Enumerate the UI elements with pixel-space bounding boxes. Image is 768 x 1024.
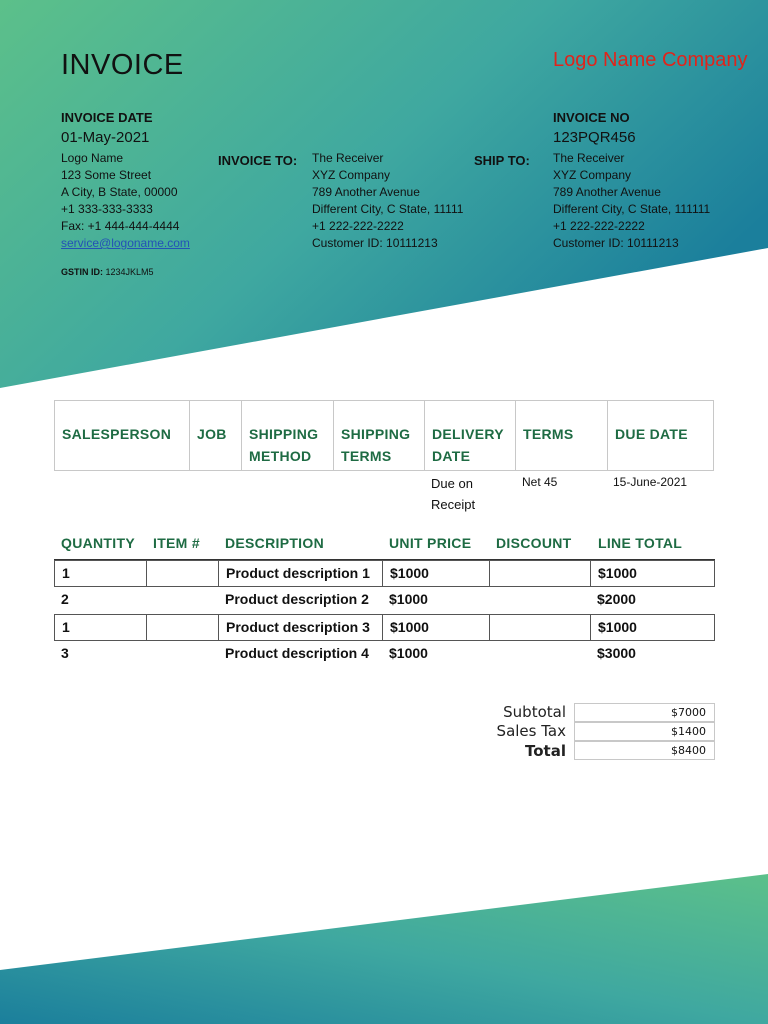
table-row — [54, 641, 715, 668]
cell-description: Product description 4 — [225, 645, 369, 661]
cell-quantity: 2 — [61, 591, 69, 607]
ship-to-company: XYZ Company — [553, 168, 632, 182]
header-shipping-method-line1: SHIPPING — [249, 426, 319, 442]
invoice-to-city: Different City, C State, 11111 — [312, 202, 464, 216]
invoice-no-label: INVOICE NO — [553, 110, 630, 125]
cell-quantity: 1 — [55, 615, 147, 640]
ship-to-address — [553, 150, 710, 252]
ship-to-name: The Receiver — [553, 151, 625, 165]
invoice-to-name: The Receiver — [312, 151, 384, 165]
sales-tax-label: Sales Tax — [496, 722, 566, 740]
ship-to-city: Different City, C State, 111111 — [553, 202, 711, 216]
header-shipping-terms — [334, 401, 425, 470]
invoice-to-company: XYZ Company — [312, 168, 391, 182]
header-shipping-method-line2: METHOD — [249, 448, 312, 464]
sales-tax-value: $1400 — [574, 722, 715, 741]
header-salesperson — [55, 401, 190, 470]
sender-city: A City, B State, 00000 — [61, 185, 178, 199]
gstin-value: 1234JKLM5 — [105, 267, 154, 277]
table-row — [54, 614, 715, 641]
cell-item-number — [147, 615, 219, 640]
sender-street: 123 Some Street — [61, 168, 152, 182]
due-date-value: 15-June-2021 — [613, 475, 688, 489]
invoice-no-value: 123PQR456 — [553, 129, 636, 146]
bottom-banner-shape — [0, 874, 768, 1024]
cell-description: Product description 2 — [225, 591, 369, 607]
sender-email-link[interactable]: service@logoname.com — [61, 236, 190, 250]
cell-unit-price: $1000 — [383, 561, 490, 586]
col-line-total: LINE TOTAL — [598, 535, 683, 551]
cell-discount — [489, 587, 590, 614]
table-row — [54, 560, 715, 587]
header-job-text: JOB — [197, 426, 227, 442]
header-delivery-date-line1: DELIVERY — [432, 426, 504, 442]
col-description: DESCRIPTION — [225, 535, 324, 551]
header-shipping-terms-line1: SHIPPING — [341, 426, 411, 442]
cell-quantity: 1 — [55, 561, 147, 586]
ship-to-street: 789 Another Avenue — [553, 185, 661, 199]
header-due-date-text: DUE DATE — [615, 426, 688, 442]
subtotal-label: Subtotal — [503, 703, 566, 721]
cell-item-number — [147, 561, 219, 586]
invoice-to-address — [312, 150, 463, 252]
col-item-number: ITEM # — [153, 535, 200, 551]
cell-unit-price: $1000 — [389, 591, 428, 607]
sender-name: Logo Name — [61, 151, 124, 165]
header-delivery-date-line2: DATE — [432, 448, 471, 464]
col-unit-price: UNIT PRICE — [389, 535, 472, 551]
header-terms — [516, 401, 608, 470]
delivery-date-value — [431, 473, 475, 515]
col-discount: DISCOUNT — [496, 535, 572, 551]
header-salesperson-text: SALESPERSON — [62, 426, 172, 442]
cell-line-total: $2000 — [597, 591, 636, 607]
invoice-date-value: 01-May-2021 — [61, 129, 150, 146]
header-job — [190, 401, 242, 470]
cell-line-total: $1000 — [598, 565, 637, 581]
cell-discount — [489, 641, 590, 668]
ship-to-phone: +1 222-222-2222 — [553, 219, 645, 233]
cell-item-number — [146, 587, 218, 614]
subtotal-value: $7000 — [574, 703, 715, 722]
delivery-date-value-line2: Receipt — [431, 497, 476, 512]
cell-discount — [490, 615, 591, 640]
delivery-date-value-line1: Due on — [431, 476, 473, 491]
cell-unit-price: $1000 — [383, 615, 490, 640]
cell-line-total: $3000 — [597, 645, 636, 661]
cell-quantity: 3 — [61, 645, 69, 661]
table-row — [54, 587, 715, 614]
company-logo-name: Logo Name Company — [553, 49, 748, 71]
ship-to-label: SHIP TO: — [474, 153, 530, 168]
cell-item-number — [146, 641, 218, 668]
header-shipping-terms-line2: TERMS — [341, 448, 392, 464]
cell-description: Product description 1 — [219, 561, 383, 586]
ship-to-customer-id: Customer ID: 10111213 — [553, 236, 679, 250]
col-quantity: QUANTITY — [61, 535, 135, 551]
items-table-header — [54, 535, 714, 559]
gstin — [61, 267, 154, 277]
header-terms-text: TERMS — [523, 426, 574, 442]
invoice-date-label: INVOICE DATE — [61, 110, 153, 125]
invoice-to-label: INVOICE TO: — [218, 153, 298, 168]
invoice-to-customer-id: Customer ID: 10111213 — [312, 236, 438, 250]
total-value: $8400 — [574, 741, 715, 760]
header-delivery-date — [425, 401, 516, 470]
document-title: INVOICE — [61, 49, 184, 81]
sender-phone: +1 333-333-3333 — [61, 202, 153, 216]
cell-unit-price: $1000 — [389, 645, 428, 661]
terms-value: Net 45 — [522, 475, 558, 489]
cell-line-total: $1000 — [598, 619, 637, 635]
cell-description: Product description 3 — [219, 615, 383, 640]
invoice-to-street: 789 Another Avenue — [312, 185, 420, 199]
invoice-to-phone: +1 222-222-2222 — [312, 219, 404, 233]
total-label: Total — [525, 742, 566, 760]
sender-fax: Fax: +1 444-444-4444 — [61, 219, 180, 233]
gstin-label: GSTIN ID: — [61, 267, 103, 277]
sender-address — [61, 150, 190, 252]
header-due-date — [608, 401, 713, 470]
shipping-info-table — [54, 400, 714, 471]
cell-discount — [490, 561, 591, 586]
header-shipping-method — [242, 401, 334, 470]
